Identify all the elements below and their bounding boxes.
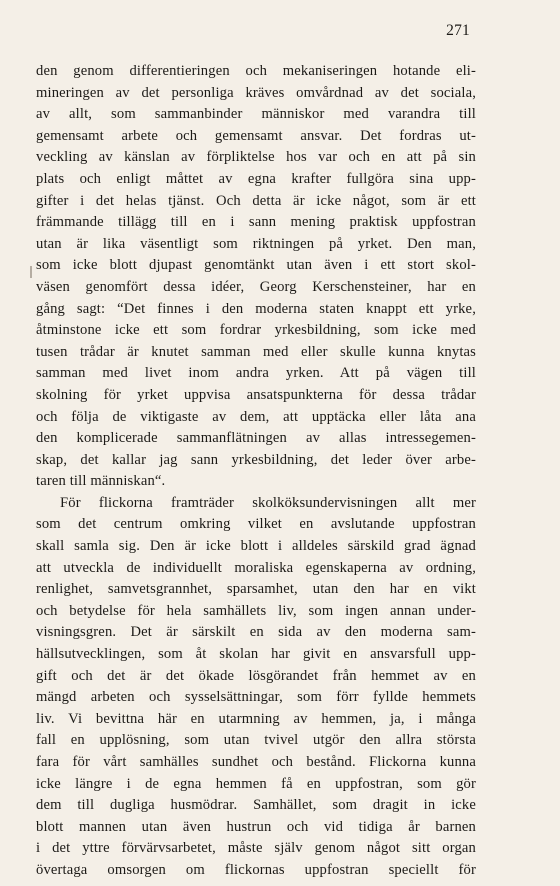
text-line: dem till dugliga husmödrar. Samhället, som dragit in icke xyxy=(36,797,476,814)
paragraph-start-line: För flickorna framträder skolköksundervisningen allt mer xyxy=(60,494,476,511)
text-line: att utveckla de individuellt moraliska egenskaperna av ordning, xyxy=(36,559,476,576)
text-line: liv. Vi bevittna här en utarmning av hemmen, ja, i många xyxy=(36,710,476,727)
text-line: fara för vårt samhälles sundhet och bestånd. Flickorna kunna xyxy=(36,754,476,770)
text-line: främmande tillägg till en i sann mening praktisk uppfostran xyxy=(36,214,476,231)
text-line: övertaga omsorgen om flickornas uppfostran speciellt för xyxy=(36,861,476,878)
text-line: den genom differentieringen och mekaniseringen hotande eli- xyxy=(36,63,476,79)
text-line: den komplicerade sammanflätningen av allas intressegemen- xyxy=(36,430,476,447)
text-line: skall samla sig. Den är icke blott i alldeles särskild grad ägnad xyxy=(36,538,476,555)
text-line: utan är lika väsentligt som riktningen på yrket. Den man, xyxy=(36,235,476,252)
text-line: mineringen av det personliga kräves omvårdnad av det sociala, xyxy=(36,84,476,101)
text-line: samman med livet inom andra yrken. Att på vägen till xyxy=(36,365,476,382)
text-line: och betydelse för hela samhällets liv, som ingen annan under- xyxy=(36,602,476,619)
text-line: mängd arbeten och sysselsättningar, som förr fyllde hemmets xyxy=(36,689,476,706)
text-line: väsen genomfört dessa idéer, Georg Kerschensteiner, har en xyxy=(36,278,476,295)
text-line: fall en upplösning, som utan tvivel utgör den allra största xyxy=(36,732,476,749)
text-line: visningsgren. Det är särskilt en sida av den moderna sam- xyxy=(36,624,476,641)
text-line: som icke blott djupast genomtänkt utan även i ett stort skol- xyxy=(36,257,476,274)
text-line: renlighet, samvetsgrannhet, sparsamhet, utan den har en vikt xyxy=(36,581,476,598)
text-line: och följa de viktigaste av dem, att upptäcka eller låta ana xyxy=(36,408,476,425)
body-text xyxy=(36,61,476,882)
text-line: gång sagt: “Det finnes i den moderna staten knappt ett yrke, xyxy=(36,300,476,317)
margin-mark xyxy=(30,266,32,278)
paragraph-end-line: taren till människan“. xyxy=(36,473,166,490)
text-line: som det centrum omkring vilket en avslutande uppfostran xyxy=(36,516,476,533)
text-line: gift och det är det ökade lösgörandet från hemmet av en xyxy=(36,667,476,684)
text-line: i det yttre förvärvsarbetet, måste själv genom något sitt organ xyxy=(36,840,476,857)
text-line: gifter i det helas tjänst. Och detta är icke något, som är ett xyxy=(36,192,476,209)
text-line: gemensamt arbete och gemensamt ansvar. Det fordras ut- xyxy=(36,127,476,144)
text-line: åtminstone icke ett som fordrar yrkesbildning, som icke med xyxy=(36,322,476,339)
text-line: plats och enligt måttet av egna krafter fullgöra sina upp- xyxy=(36,170,476,187)
text-line: skolning för yrket uppvisa ansatspunkterna för dessa trådar xyxy=(36,386,476,403)
text-line: blott mannen utan även hustrun och vid tidiga år barnen xyxy=(36,818,476,835)
text-line: av allt, som sammanbinder människor med varandra till xyxy=(36,106,476,123)
text-line: tusen trådar är knutet samman med eller skulle kunna knytas xyxy=(36,343,476,360)
text-line: hällsutvecklingen, som åt skolan har givit en ansvarsfull upp- xyxy=(36,646,476,663)
text-line: skap, det kallar jag sann yrkesbildning, det leder över arbe- xyxy=(36,451,476,468)
page-number: 271 xyxy=(446,22,470,39)
text-line: icke längre i de egna hemmen få en uppfostran, som gör xyxy=(36,775,476,792)
text-line: veckling av känslan av förpliktelse hos var och en att på sin xyxy=(36,149,476,166)
